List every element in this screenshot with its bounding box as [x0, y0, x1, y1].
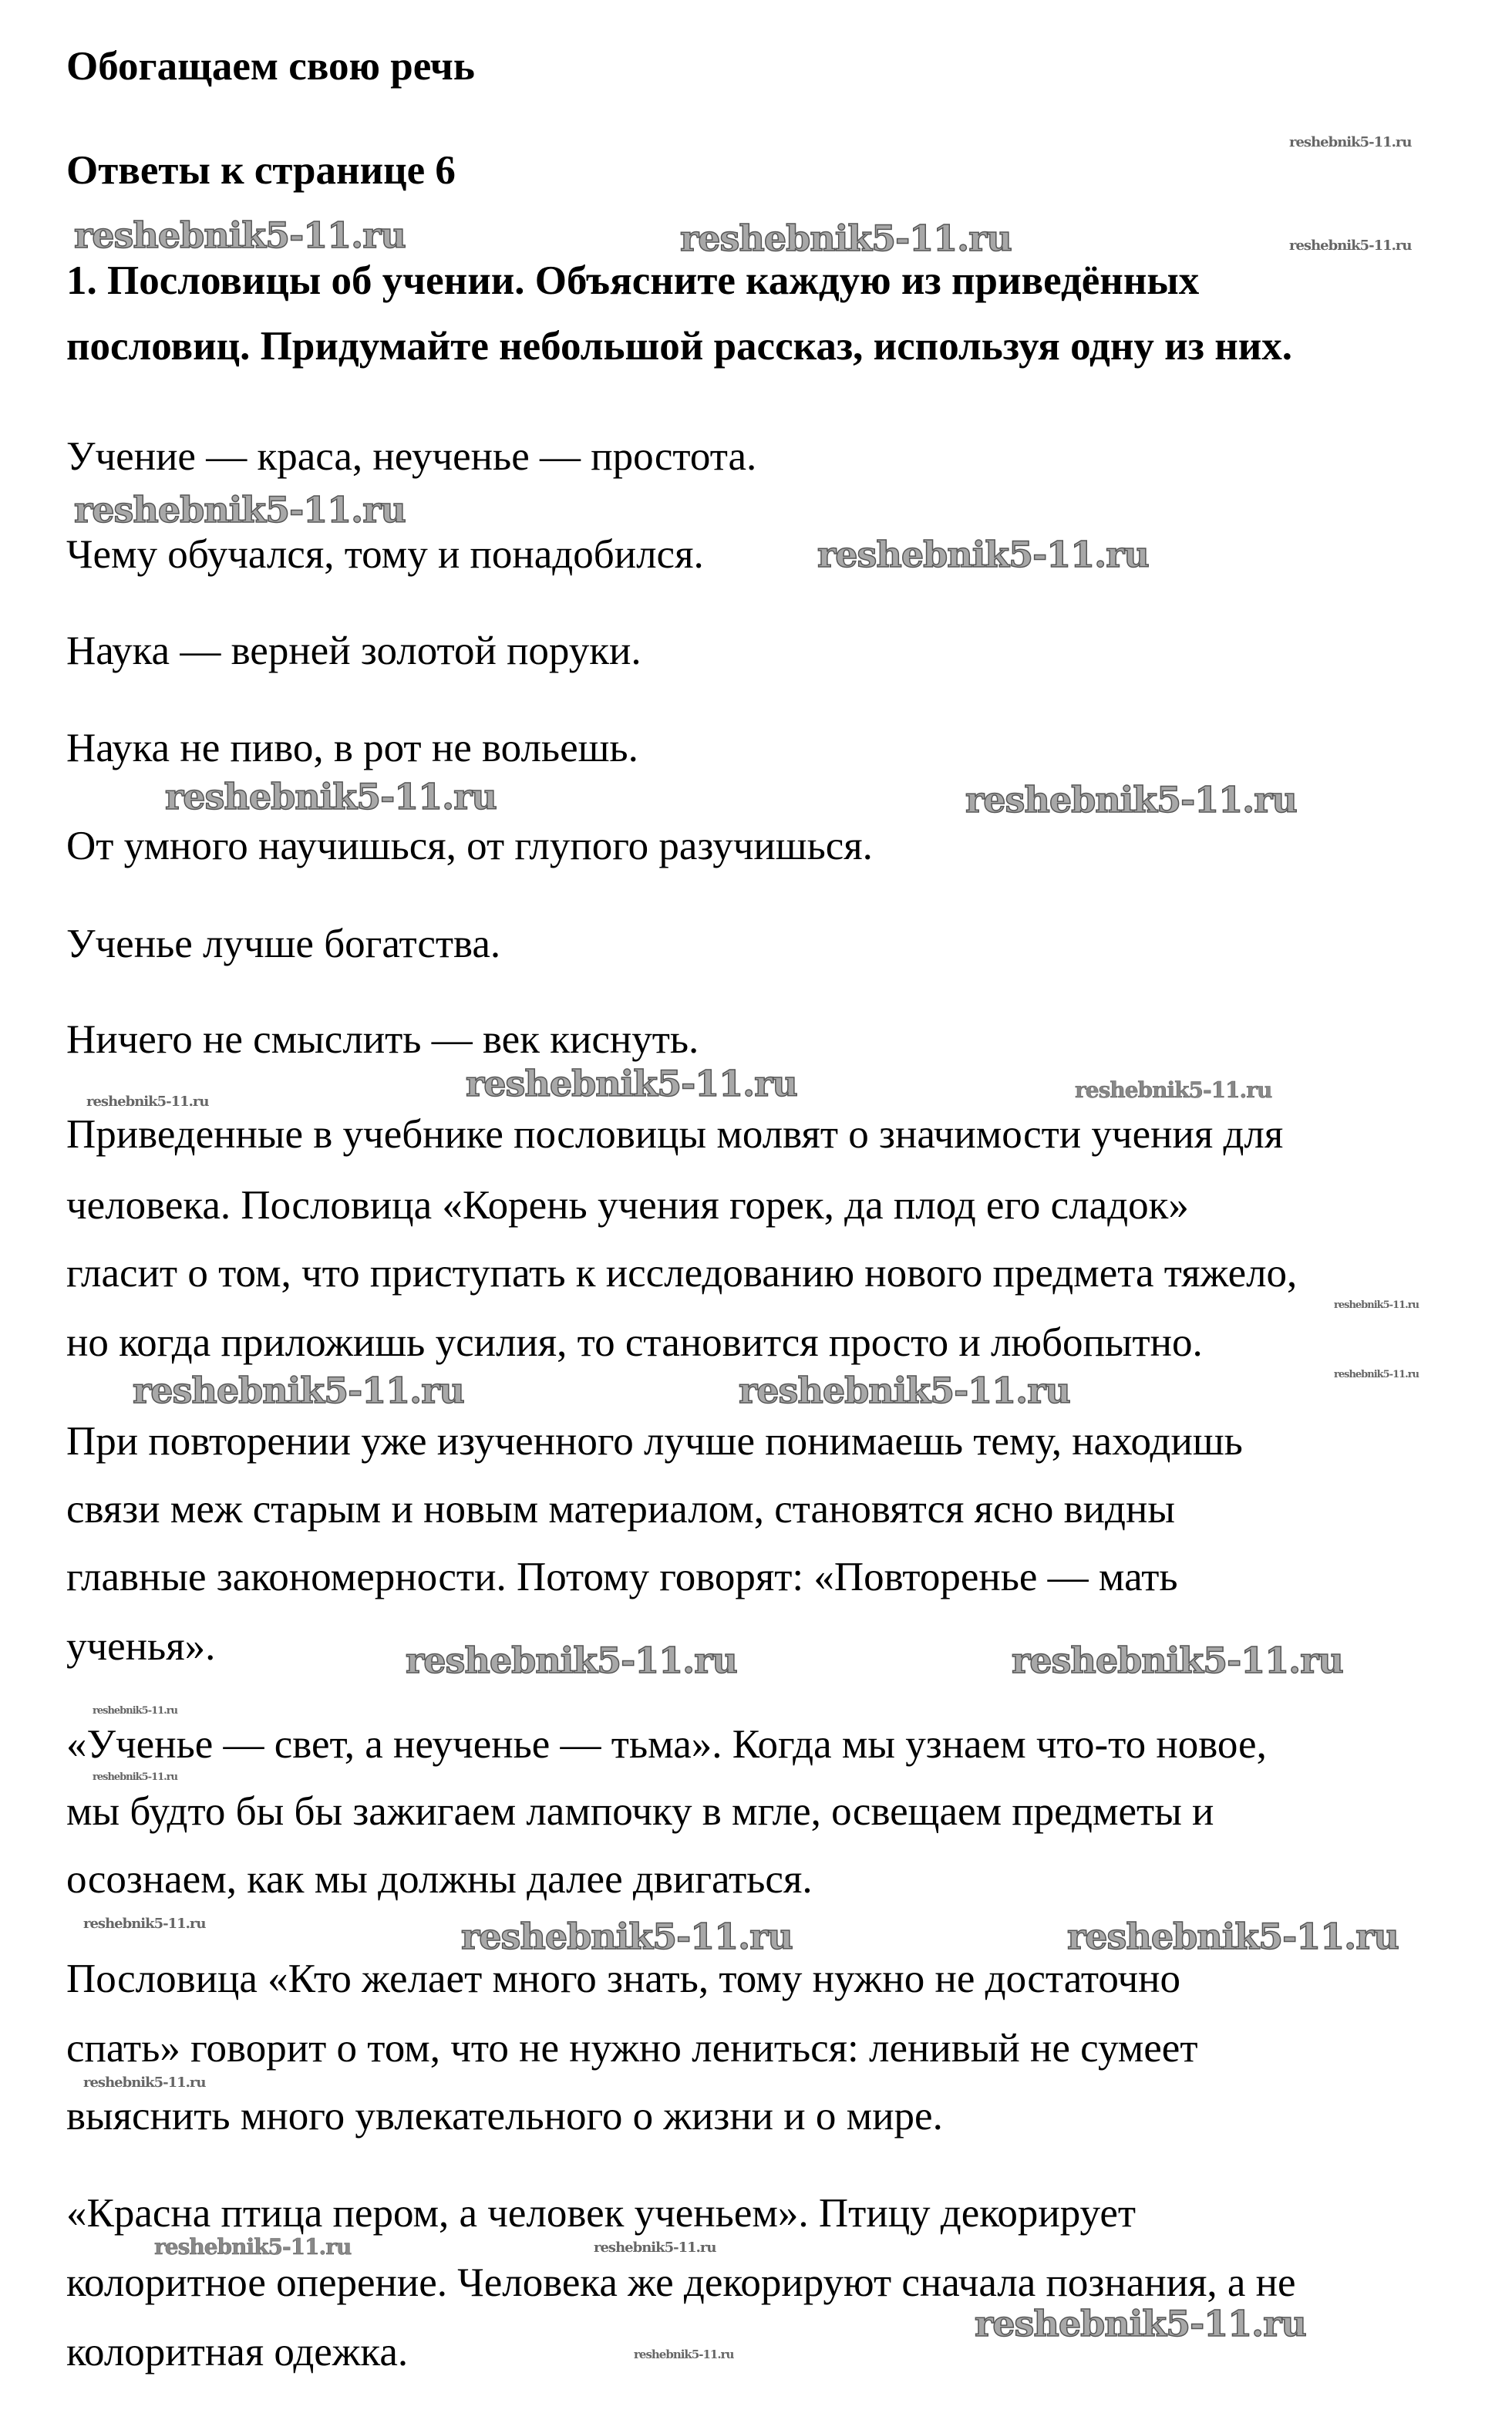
watermark: reshebnik5-11.ru	[74, 214, 406, 256]
answer-line: колоритная одежка.	[66, 2330, 409, 2374]
proverb: Ничего не смыслить — век киснуть.	[66, 1017, 699, 1062]
watermark: reshebnik5-11.ru	[1289, 134, 1412, 150]
watermark: reshebnik5-11.ru	[83, 1916, 206, 1932]
task-line: 1. Пословицы об учении. Объясните каждую из приведённых	[66, 258, 1200, 303]
watermark: reshebnik5-11.ru	[165, 776, 497, 817]
answer-line: главные закономерности. Потому говорят: «Повторенье — мать	[66, 1555, 1178, 1599]
watermark: reshebnik5-11.ru	[86, 1094, 209, 1110]
watermark: reshebnik5-11.ru	[93, 1705, 178, 1717]
watermark: reshebnik5-11.ru	[83, 2075, 206, 2091]
watermark: reshebnik5-11.ru	[1334, 1299, 1419, 1311]
watermark: reshebnik5-11.ru	[1075, 1077, 1272, 1103]
proverb: Учение — краса, неученье — простота.	[66, 434, 757, 479]
answer-line: гласит о том, что приступать к исследованию нового предмета тяжело,	[66, 1251, 1298, 1296]
answer-line: колоритное оперение. Человека же декорируют сначала познания, а не	[66, 2260, 1296, 2305]
watermark: reshebnik5-11.ru	[634, 2348, 734, 2361]
task-line: пословиц. Придумайте небольшой рассказ, используя одну из них.	[66, 324, 1293, 369]
watermark: reshebnik5-11.ru	[975, 2303, 1306, 2344]
watermark: reshebnik5-11.ru	[1067, 1916, 1399, 1957]
answer-line: человека. Пословица «Корень учения горек, да плод его сладок»	[66, 1183, 1189, 1228]
proverb: Чему обучался, тому и понадобился.	[66, 532, 704, 577]
watermark: reshebnik5-11.ru	[1012, 1640, 1343, 1681]
watermark: reshebnik5-11.ru	[133, 1370, 464, 1411]
watermark: reshebnik5-11.ru	[680, 217, 1012, 259]
watermark: reshebnik5-11.ru	[154, 2234, 352, 2260]
answer-line: осознаем, как мы должны далее двигаться.	[66, 1857, 813, 1902]
watermark: reshebnik5-11.ru	[1334, 1369, 1419, 1380]
proverb: Наука не пиво, в рот не вольешь.	[66, 726, 638, 770]
watermark: reshebnik5-11.ru	[466, 1063, 797, 1104]
proverb: Ученье лучше богатства.	[66, 922, 501, 966]
answer-line: ученья».	[66, 1624, 216, 1669]
answer-line: Пословица «Кто желает много знать, тому нужно не достаточно	[66, 1957, 1181, 2001]
answer-line: Приведенные в учебнике пословицы молвят о значимости учения для	[66, 1112, 1284, 1157]
answer-line: мы будто бы бы зажигаем лампочку в мгле, освещаем предметы и	[66, 1789, 1214, 1834]
answer-line: выяснить много увлекательного о жизни и о мире.	[66, 2094, 943, 2139]
watermark: reshebnik5-11.ru	[594, 2240, 716, 2256]
answer-line: связи меж старым и новым материалом, становятся ясно видны	[66, 1487, 1175, 1532]
watermark: reshebnik5-11.ru	[461, 1916, 793, 1957]
answer-line: «Красна птица пером, а человек ученьем». Птицу декорирует	[66, 2191, 1137, 2236]
answer-line: спать» говорит о том, что не нужно лениться: ленивый не сумеет	[66, 2026, 1198, 2071]
answer-line: но когда приложишь усилия, то становится просто и любопытно.	[66, 1320, 1203, 1365]
watermark: reshebnik5-11.ru	[1289, 238, 1412, 254]
watermark: reshebnik5-11.ru	[739, 1370, 1070, 1411]
watermark: reshebnik5-11.ru	[74, 489, 406, 531]
watermark: reshebnik5-11.ru	[965, 779, 1297, 821]
answer-line: При повторении уже изученного лучше понимаешь тему, находишь	[66, 1419, 1243, 1464]
proverb: От умного научишься, от глупого разучишься.	[66, 824, 873, 868]
watermark: reshebnik5-11.ru	[406, 1640, 737, 1681]
watermark: reshebnik5-11.ru	[817, 534, 1149, 575]
section-subtitle: Ответы к странице 6	[66, 148, 456, 193]
watermark: reshebnik5-11.ru	[93, 1771, 178, 1783]
page-title: Обогащаем свою речь	[66, 44, 475, 89]
answer-line: «Ученье — свет, а неученье — тьма». Когда мы узнаем что-то новое,	[66, 1722, 1267, 1767]
proverb: Наука — верней золотой поруки.	[66, 629, 642, 673]
